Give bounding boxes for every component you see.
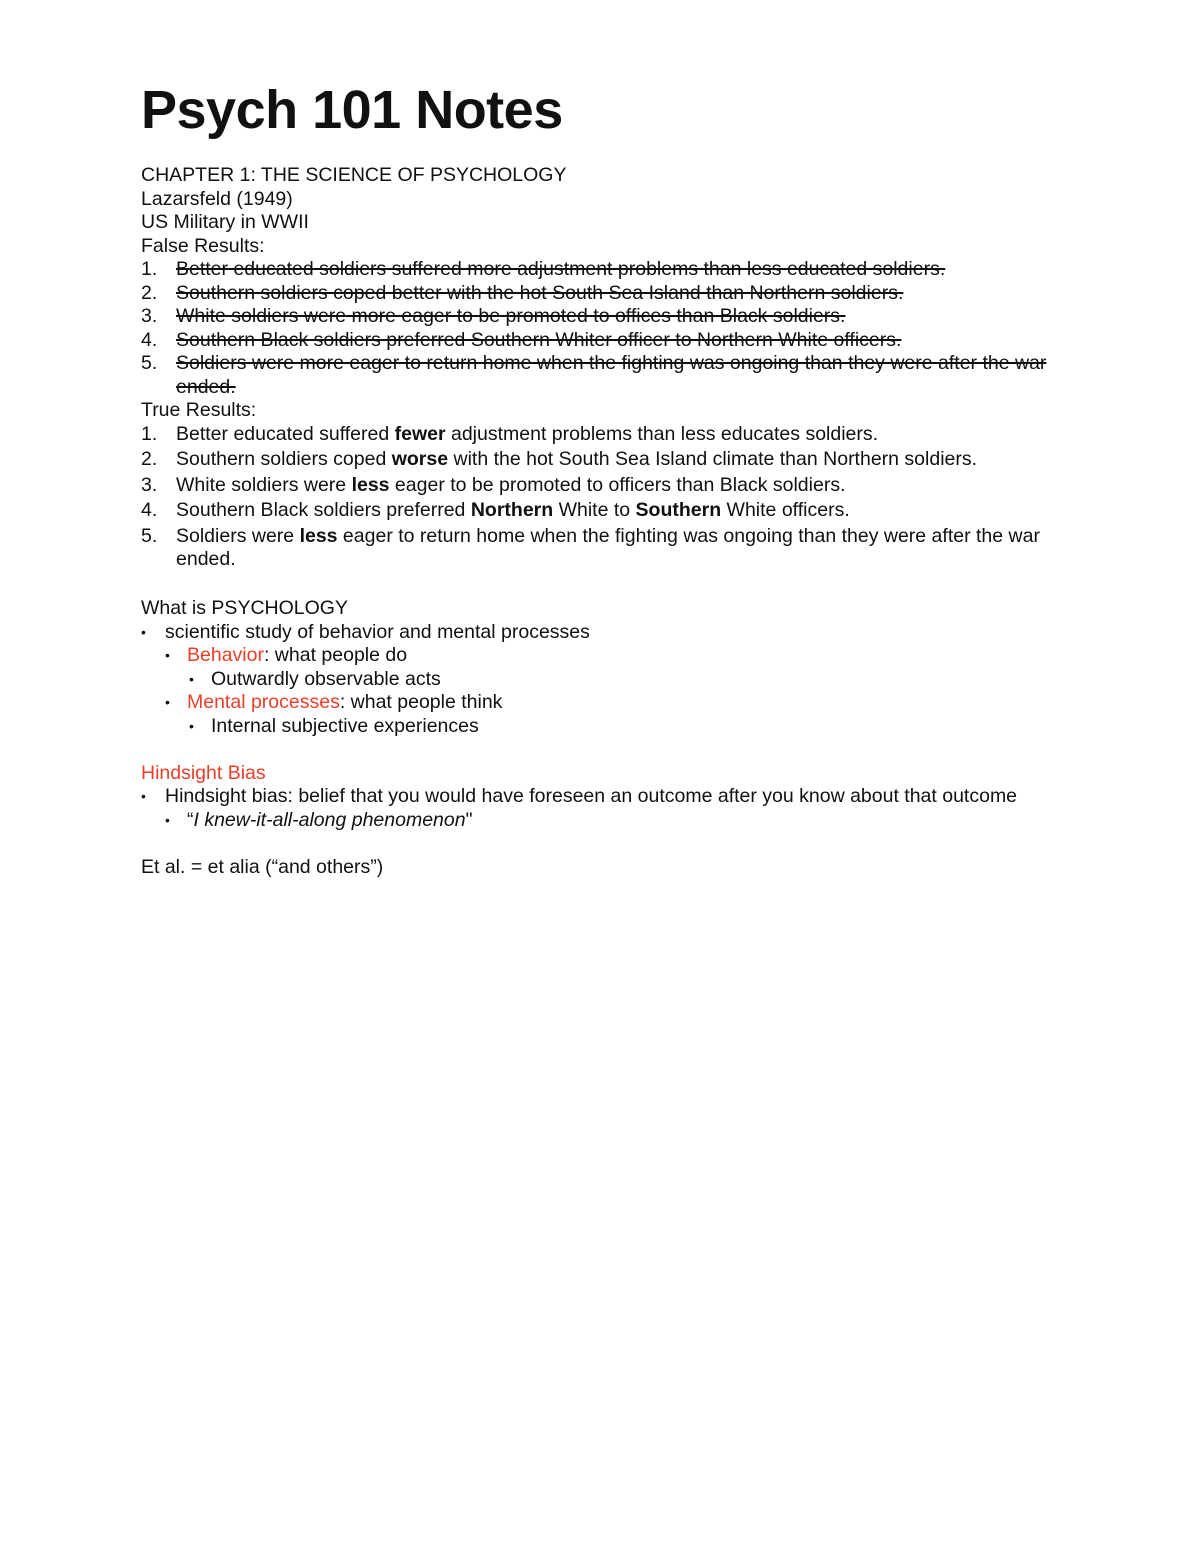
quoted-phrase: I knew-it-all-along phenomenon bbox=[193, 808, 466, 831]
document-page bbox=[141, 80, 1061, 879]
false-result-item bbox=[141, 258, 1061, 282]
list-item bbox=[141, 644, 1061, 668]
item-number: 3. bbox=[141, 305, 158, 327]
quote-mark: " bbox=[465, 808, 473, 831]
bold-term: fewer bbox=[394, 422, 446, 445]
text-segment: White to bbox=[553, 499, 636, 521]
item-number: 5. bbox=[141, 352, 158, 374]
study-context: US Military in WWII bbox=[141, 211, 309, 233]
definition-text: Outwardly observable acts bbox=[211, 667, 441, 690]
text-segment: Southern Black soldiers preferred bbox=[176, 499, 471, 521]
item-number: 1. bbox=[141, 422, 158, 445]
text-segment: White officers. bbox=[721, 499, 850, 521]
true-result-item bbox=[141, 474, 1061, 498]
text-segment: eager to return home when the fighting was ongoing than they were after the war ended. bbox=[176, 524, 1040, 570]
false-results-heading: False Results: bbox=[141, 234, 265, 257]
highlighted-term: Behavior bbox=[187, 644, 264, 666]
item-number: 2. bbox=[141, 281, 158, 304]
true-result-item bbox=[141, 499, 1061, 523]
bullet-icon: • bbox=[165, 647, 170, 663]
item-number: 5. bbox=[141, 524, 158, 547]
psychology-heading: What is PSYCHOLOGY bbox=[141, 597, 348, 619]
bold-term: less bbox=[299, 524, 338, 547]
highlighted-term: Mental processes bbox=[187, 691, 340, 713]
true-result-item bbox=[141, 448, 1061, 472]
true-results-list bbox=[141, 423, 1061, 572]
list-item bbox=[141, 715, 1061, 739]
list-item bbox=[141, 668, 1061, 692]
bullet-icon: • bbox=[189, 670, 194, 687]
bold-term: worse bbox=[391, 448, 449, 470]
true-result-item bbox=[141, 525, 1061, 572]
hindsight-list bbox=[141, 785, 1061, 832]
text-segment: Soldiers were bbox=[176, 524, 300, 547]
false-results-list bbox=[141, 258, 1061, 399]
true-results-heading: True Results: bbox=[141, 399, 257, 421]
true-result-item bbox=[141, 423, 1061, 447]
hindsight-heading: Hindsight Bias bbox=[141, 761, 266, 784]
text-segment: adjustment problems than less educates soldiers. bbox=[445, 422, 879, 445]
bullet-icon: • bbox=[141, 623, 146, 640]
bullet-icon: • bbox=[189, 717, 194, 734]
false-result-item bbox=[141, 329, 1061, 353]
item-number: 4. bbox=[141, 499, 158, 521]
bold-term: less bbox=[351, 473, 390, 496]
text-segment: with the hot South Sea Island climate than Northern soldiers. bbox=[448, 448, 978, 470]
item-number: 4. bbox=[141, 328, 158, 351]
struck-text: Southern soldiers coped better with the hot South Sea Island than Northern soldiers. bbox=[176, 281, 904, 304]
study-citation: Lazarsfeld (1949) bbox=[141, 187, 293, 210]
bullet-icon: • bbox=[165, 811, 170, 828]
struck-text: Better educated soldiers suffered more adjustment problems than less educated soldiers. bbox=[176, 258, 946, 280]
definition-text: : what people think bbox=[339, 691, 503, 713]
bold-term: Northern bbox=[470, 499, 554, 521]
false-result-item bbox=[141, 352, 1061, 399]
definition-text: Hindsight bias: belief that you would have foreseen an outcome after you know about that outcome bbox=[165, 785, 1018, 807]
struck-text: White soldiers were more eager to be promoted to offices than Black soldiers. bbox=[176, 305, 846, 327]
item-number: 3. bbox=[141, 473, 158, 496]
bullet-icon: • bbox=[165, 694, 170, 710]
item-number: 1. bbox=[141, 258, 158, 280]
quote-mark: “ bbox=[187, 808, 194, 831]
list-item bbox=[141, 691, 1061, 715]
item-number: 2. bbox=[141, 448, 158, 470]
false-result-item bbox=[141, 305, 1061, 329]
bold-term: Southern bbox=[635, 499, 722, 521]
etal-note: Et al. = et alia (“and others”) bbox=[141, 855, 384, 878]
chapter-heading: CHAPTER 1: THE SCIENCE OF PSYCHOLOGY bbox=[141, 164, 567, 186]
page-title: Psych 101 Notes bbox=[141, 80, 563, 140]
psychology-list bbox=[141, 621, 1061, 739]
text-segment: White soldiers were bbox=[176, 473, 352, 496]
struck-text: Southern Black soldiers preferred Southern Whiter officer to Northern White officers. bbox=[176, 328, 902, 351]
definition-text: scientific study of behavior and mental processes bbox=[165, 620, 590, 643]
definition-text: : what people do bbox=[263, 644, 408, 666]
list-item bbox=[141, 621, 1061, 645]
spacer bbox=[141, 832, 1061, 856]
bullet-icon: • bbox=[141, 788, 146, 804]
text-segment: Better educated suffered bbox=[176, 422, 395, 445]
false-result-item bbox=[141, 282, 1061, 306]
text-segment: Southern soldiers coped bbox=[176, 448, 392, 470]
list-item bbox=[141, 809, 1061, 833]
spacer bbox=[141, 574, 1061, 598]
text-segment: eager to be promoted to officers than Black soldiers. bbox=[389, 473, 846, 496]
definition-text: Internal subjective experiences bbox=[211, 714, 479, 737]
list-item bbox=[141, 785, 1061, 809]
struck-text: Soldiers were more eager to return home when the fighting was ongoing than they were after the war ended. bbox=[176, 352, 1047, 398]
spacer bbox=[141, 738, 1061, 762]
